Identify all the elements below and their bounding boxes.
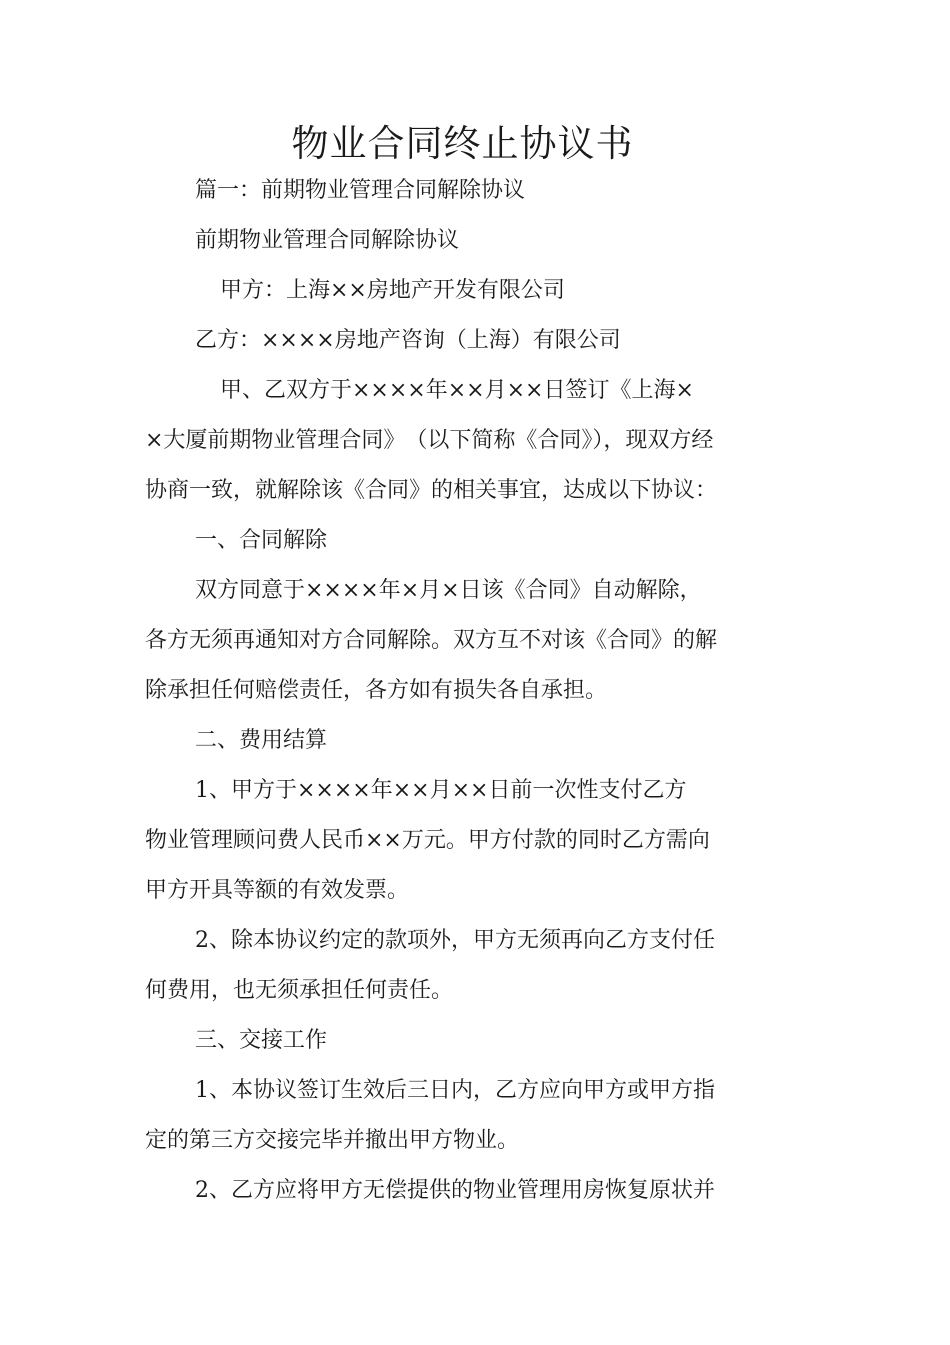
document-title: 物业合同终止协议书 — [291, 122, 634, 165]
paragraph-line: 2、乙方应将甲方无偿提供的物业管理用房恢复原状并 — [195, 1178, 715, 1203]
paragraph-line: 1、本协议签订生效后三日内，乙方应向甲方或甲方指 — [195, 1078, 715, 1103]
section-heading-part-one: 篇一：前期物业管理合同解除协议 — [195, 178, 526, 203]
paragraph-line: 协商一致，就解除该《合同》的相关事宜，达成以下协议： — [145, 478, 718, 503]
paragraph-line: 甲、乙双方于××××年××月××日签订《上海× — [220, 378, 694, 403]
section-heading: 三、交接工作 — [195, 1028, 328, 1053]
paragraph-line: 甲方开具等额的有效发票。 — [145, 878, 410, 903]
paragraph-line: 各方无须再通知对方合同解除。双方互不对该《合同》的解 — [145, 628, 718, 653]
party-a-line: 甲方：上海××房地产开发有限公司 — [220, 278, 565, 303]
paragraph-line: 双方同意于××××年×月×日该《合同》自动解除， — [195, 578, 702, 603]
section-heading: 一、合同解除 — [195, 528, 328, 553]
paragraph-line: 1、甲方于××××年××月××日前一次性支付乙方 — [195, 778, 687, 803]
paragraph-line: 除承担任何赔偿责任，各方如有损失各自承担。 — [145, 678, 608, 703]
section-heading: 二、费用结算 — [195, 728, 328, 753]
paragraph-line: 何费用，也无须承担任何责任。 — [145, 978, 454, 1003]
paragraph-line: 2、除本协议约定的款项外，甲方无须再向乙方支付任 — [195, 928, 715, 953]
agreement-subtitle: 前期物业管理合同解除协议 — [195, 228, 460, 253]
paragraph-line: 定的第三方交接完毕并撤出甲方物业。 — [145, 1128, 520, 1153]
party-b-line: 乙方：××××房地产咨询（上海）有限公司 — [195, 328, 621, 353]
paragraph-line: 物业管理顾问费人民币××万元。甲方付款的同时乙方需向 — [145, 828, 710, 853]
paragraph-line: ×大厦前期物业管理合同》 （以下简称《合同》），现双方经 — [145, 428, 714, 453]
